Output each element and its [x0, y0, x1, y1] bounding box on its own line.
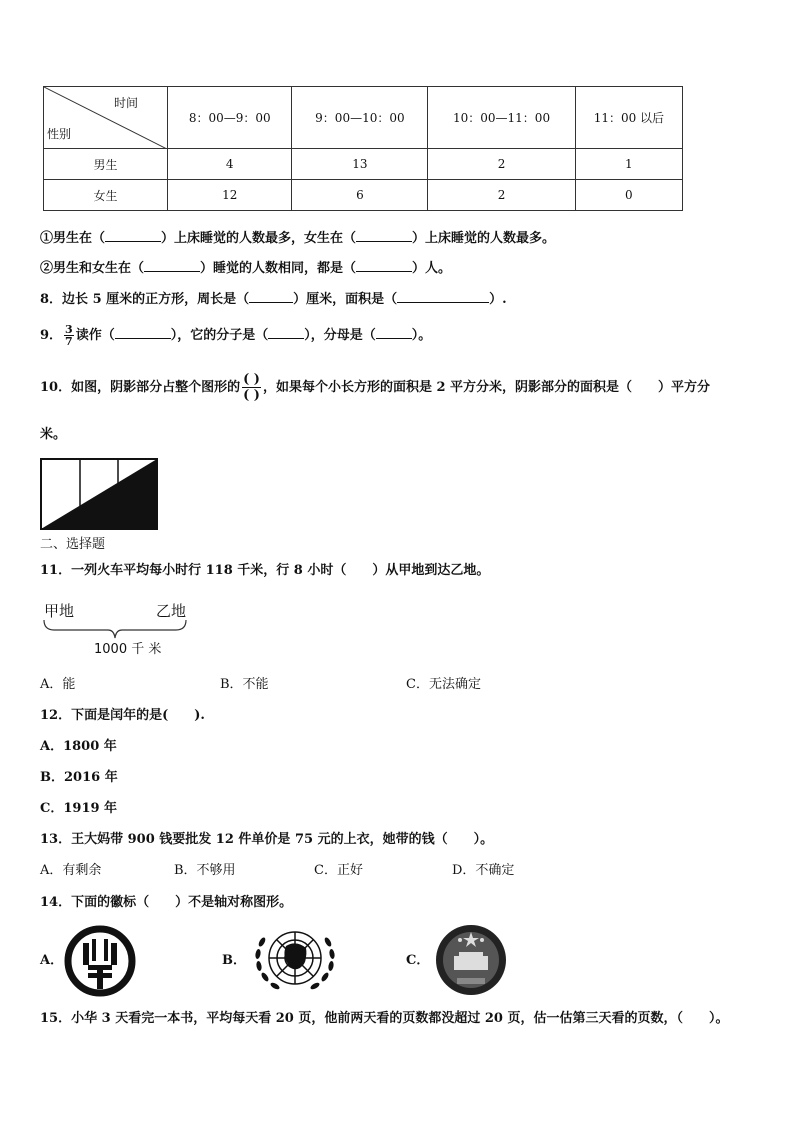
option-a[interactable]: A．能 — [40, 677, 76, 692]
table-row-label: 男生 — [44, 149, 168, 180]
question-10-continuation: 米。 — [40, 427, 67, 442]
table-diagonal-header-cell — [44, 87, 168, 149]
question-12: 12．下面是闰年的是( ). — [40, 708, 205, 723]
table-header-time: 时间 — [114, 96, 139, 110]
distance-brace — [40, 618, 190, 640]
question-7-part-2: ②男生和女生在（ ）睡觉的人数相同，都是（ ）人。 — [40, 261, 452, 276]
option-a[interactable]: A．1800 年 — [40, 739, 117, 754]
table-column-header: 9：00—10：00 — [292, 87, 428, 149]
fraction-three-sevenths: $\frac{3}{7}$ — [65, 323, 73, 348]
table-header-gender: 性别 — [47, 127, 72, 141]
table-cell: 1 — [575, 149, 682, 180]
table-row — [44, 180, 683, 211]
sleep-time-table — [43, 86, 683, 211]
place-label-b: 乙地 — [156, 602, 187, 620]
national-emblem-icon — [432, 922, 510, 998]
table-cell: 6 — [292, 180, 428, 211]
rectangle-shaded-figure — [40, 458, 158, 530]
table-row — [44, 149, 683, 180]
question-8: 8．边长 5 厘米的正方形，周长是（ ）厘米，面积是（ ）. — [40, 292, 507, 307]
answer-blank[interactable] — [115, 326, 171, 339]
table-row-label: 女生 — [44, 180, 168, 211]
table-cell: 0 — [575, 180, 682, 211]
answer-blank[interactable] — [249, 290, 293, 303]
question-15: 15．小华 3 天看完一本书，平均每天看 20 页，他前两天看的页数都没超过 20 页，估一估第三天看的页数，（ ）。 — [40, 1011, 729, 1026]
option-c[interactable]: C．正好 — [314, 863, 363, 878]
table-cell: 2 — [428, 149, 575, 180]
table-column-header: 8：00—9：00 — [168, 87, 292, 149]
question-11: 11．一列火车平均每小时行 118 千米，行 8 小时（ ）从甲地到达乙地。 — [40, 563, 490, 578]
answer-blank[interactable] — [144, 259, 200, 272]
option-d[interactable]: D．不确定 — [452, 863, 515, 878]
answer-blank[interactable] — [397, 290, 489, 303]
option-c[interactable]: C．无法确定 — [406, 677, 481, 692]
fraction-blank[interactable]: $\frac{( )}{( )}$ — [243, 372, 260, 403]
bank-emblem-icon — [64, 925, 136, 997]
table-cell: 2 — [428, 180, 575, 211]
option-c[interactable]: C．1919 年 — [40, 801, 118, 816]
section-title-choice: 二、选择题 — [40, 537, 106, 552]
table-column-header: 10：00—11：00 — [428, 87, 575, 149]
question-10: 10．如图，阴影部分占整个图形的 $\frac{( )}{( )}$ ，如果每个小长方形的面积是 2 平方分米，阴影部分的面积是（ ）平方分 — [40, 372, 711, 403]
option-c[interactable]: C． — [406, 953, 430, 968]
table-cell: 4 — [168, 149, 292, 180]
table-cell: 13 — [292, 149, 428, 180]
table-column-header: 11：00 以后 — [575, 87, 682, 149]
place-label-a: 甲地 — [44, 602, 75, 620]
option-b[interactable]: B． — [222, 953, 246, 968]
distance-label: 1000 千 米 — [94, 642, 162, 657]
answer-blank[interactable] — [376, 326, 412, 339]
option-b[interactable]: B．不能 — [220, 677, 269, 692]
question-14: 14．下面的徽标（ ）不是轴对称图形。 — [40, 895, 293, 910]
question-7-part-1: ①男生在（ ）上床睡觉的人数最多，女生在（ ）上床睡觉的人数最多。 — [40, 231, 556, 246]
option-a[interactable]: A． — [40, 953, 64, 968]
option-b[interactable]: B．不够用 — [174, 863, 236, 878]
question-9: 9． $\frac{3}{7}$ 读作（ ），它的分子是（ ），分母是（ ）。 — [40, 323, 432, 348]
option-a[interactable]: A．有剩余 — [40, 863, 102, 878]
table-cell: 12 — [168, 180, 292, 211]
answer-blank[interactable] — [268, 326, 304, 339]
united-nations-emblem-icon — [248, 920, 342, 998]
answer-blank[interactable] — [356, 259, 412, 272]
answer-blank[interactable] — [105, 229, 161, 242]
question-13: 13．王大妈带 900 钱要批发 12 件单价是 75 元的上衣，她带的钱（ ）。 — [40, 832, 494, 847]
answer-blank[interactable] — [356, 229, 412, 242]
option-b[interactable]: B．2016 年 — [40, 770, 118, 785]
